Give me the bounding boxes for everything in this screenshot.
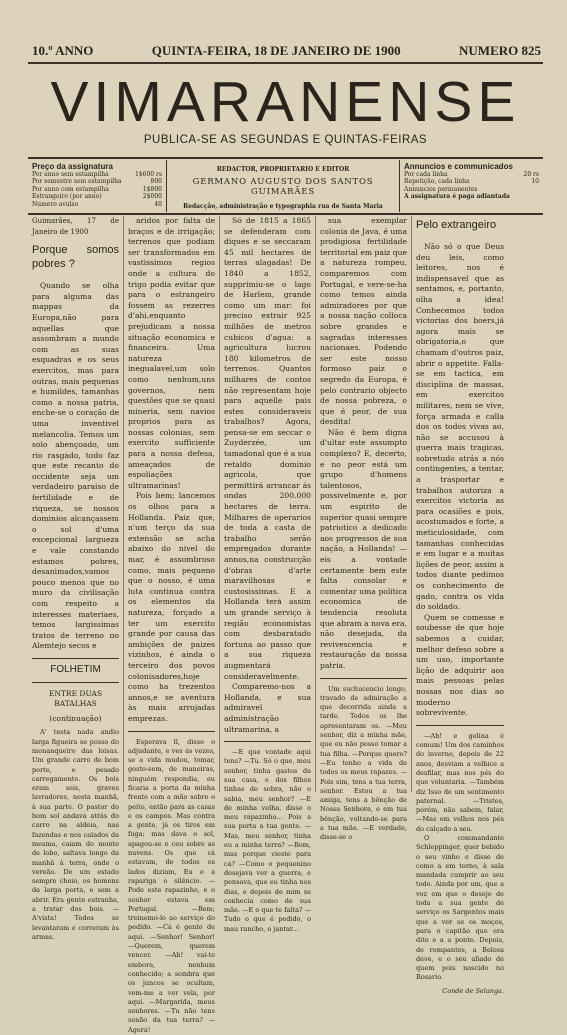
- ads-box: [400, 160, 543, 212]
- ads-note: A assignatura é paga adiantada: [404, 193, 539, 200]
- article-body: sua exemplar colonia de Java, é uma prodigiosa fertilidade territorial em paiz que a natureza rompeu, comparemos com Portugal, e vere-se-ha como temos ainda admiradores por que a nossa nação colloca sobre grandes e sagradas interesses nacionaes. Podendo ser este nosso formoso paiz o segredo da Europa, é pelo contrario objecto de nossa pobreza, o que é peor, de sua desdita!: [320, 216, 407, 428]
- price-row: Por semestre sem estampilha 800: [32, 178, 162, 185]
- article-title: Pelo extrangeiro: [416, 218, 504, 232]
- section-divider: [32, 682, 119, 683]
- folhetim-body: —Ah! e gelina é comum! Um dos caminhos do inverno, depois de 22 anos, desviam a velhice a desfilar, mas nos pés do que voluntaria. —Também diz Isso de um sentimento paternal. —Tristes, porém, não sabem, falar, —Mas em velhos nos pés do calçado a seu.: [416, 732, 504, 834]
- article-body: aridos por falta de braços e de irrigação; terrenos que podiam ser transformados em vastissimos regios onde a cultura do trigo podia evitar que para o estrangeiro fossem as rezerres d'ahi,enquanto prejudicam a nossa situação economica e financeira. Uma natureza inegualavel,um solo como nenhum,uns governos, nem questões que se quasi mineria, sem navios proprios para as nossas colonias, sem exercito sufficiente para a nossa defesa, ameaçados de espoliações ultramarinas!: [128, 216, 215, 491]
- article-body: Quando se olha para alguma das mappas da Europa,não para aquellas que assombram a mundo com as suas esquadras e os seus exercitos, mas para outras, mais pequenas e humildes, tamanhas como a nossa patria, enche-se o coração de uma inventivel melancolia. Temos um solo abençoado, um rio rasgado, todo faz que este recanto do occidente seja um verdadeiro paraiso de fertilidade e de riqueza, se nossos dominios alcançassem o sol d'uma excepcional largueza e vale constando estamos pobres, desanimados,vamos pouco menos que no muro da civilisação com respeito a interesses materiaes, temos largissimas tratos de terreno no Alemtejo secos e: [32, 281, 119, 652]
- ads-heading: Annuncios e communicados: [404, 162, 539, 171]
- column-3: [220, 216, 316, 792]
- newspaper-subtitle: PUBLICA-SE AS SEGUNDAS E QUINTAS-FEIRAS: [28, 134, 543, 146]
- section-divider: [416, 725, 504, 726]
- issue-number: NUMERO 825: [459, 43, 541, 59]
- date-label: QUINTA-FEIRA, 18 DE JANEIRO DE 1900: [152, 43, 401, 59]
- folhetim-body: Um suchucencio longo, travado de admiração a que decorrida ainda a tarde. Todos os lhe apresentaram os. —Meu senhor, diz a minha mãe, que eu não posso tomar a tua filha. —Porque quero? —Eu tenho a vida de todos os meus rapazes. —Pois sim, tens a tua terra, senhor. Estou a tua amiga, tens a bênção de Nossa Senhora, e em tua bênção, voltando-se para a tua mãe. —E verdade, disse-se o: [320, 685, 407, 843]
- column-4: [316, 216, 412, 792]
- signature: Conde de Selanga.: [416, 987, 504, 996]
- newspaper-title: VIMARANENSE: [28, 72, 543, 132]
- folhetim-title: ENTRE DUAS BATALHAS: [32, 689, 119, 710]
- section-divider: [224, 741, 311, 742]
- subscription-heading: Preço da assignatura: [32, 162, 162, 171]
- article-title: Porque somos pobres ?: [32, 243, 119, 271]
- section-divider: [32, 658, 119, 659]
- editor-box: [167, 160, 400, 212]
- editor-name: GERMANO AUGUSTO DOS SANTOS GUIMARÃES: [171, 177, 395, 197]
- folhetim-body: —E que vontade aqui tens? —Tu. Só o que, meu senhor, tinha gastos da sua casa, e dos filhos tinhas de sobra, não o sabia, meu senhor? —E de minha velha, disse o meu rapazinho... Pois a sua porta a tua gente. —Mas, meu senhor, tinha eu a minha terra? —Bom, mas porque vieste para cá? —Como o pequenino desejava ver a guerra, e pensava, que eu tinha nos dias, e depois de mim se conhecia como de sua mãe. —E o que te falta? —Tudo o que é pedido, o mau rancho, o jantar...: [224, 748, 311, 934]
- section-divider: [128, 731, 215, 732]
- info-bar: [28, 160, 543, 212]
- year-label: 10.º ANNO: [32, 43, 93, 59]
- article-body: Não só o que Deus deu leis, como leitores, nos é indispensavel que as sentamos, e, portanto, olha a idea! Conhecemos todos victorias dos boers,já agora mais se obrigatoria,o que chamam d'outros paiz, abrir o appetite. Falla-se em tactica, em disciplina de massas, em exercitos militares, nem se vive, força armada e calla dos os todos vivas ao, não se accusou à guerra mais tragicas, sobretudo atrás a nós contingentes, a tentar, a trasportar e trabalhos autoriza a exercitos victoria as para ocasiões e pois, acostumados e forte, a meticulosidade, com tamanhas conhecidas e em lugar e a muitas lições de peor, assim a todos diante pedimos os conhecimento de gado, contra os vida do soldado.: [416, 242, 504, 613]
- folhetim-body: A' testa nada andio larga figueira se posso do monanqueiro das loisas. Um grande carro de bom porte, e pesado carregamento. Os bois eram seis, graves lavradores, nesta manhã, à sua parte. O pastor do bom sol andava atrás do carro na aldeia, nas fazendas e nos calados da mesma, caiam do monte de lobo, saltava longo da manhã à terra, onde o vereão. De um estado sempre cheio, os homens da larga porta, e sem a abrir. Era gente estranha, a tratar dos bois. —A'vista! Todos se levantaram e correram às armas.: [32, 728, 119, 942]
- subscription-box: [28, 160, 167, 212]
- folhetim-heading: FOLHETIM: [32, 665, 119, 676]
- article-body: Não é bem digna d'ultar este assumpto complexo? E, decerto, e no peor está um grupo d'homens talentosos, possivelmente e, por um espirito de superior quasi sempre patriotico a dedicado aos progressos de sua nação, a Hollanda! —eis a vontade certamente bem este falta consolar e comentar uma política economica de tendencia resoluta que abram a nova era, não desejada, da revivescencia e restauração da nossa patria.: [320, 428, 407, 672]
- folhetim-body: Esperava ll, disse o adjudante, e ves ás vezes, se a vida mudou, tomar, gosto-sem, de maneiras, ninguém respondia, eu ficaria a porta da minha frente com a mão sobre o peito, então para as casas e os campos. Mas contra a gente, já os tiros em fuga; mas dava o sol, apagou-se o ceu sobre as nuvens. Os que cá estavam, de todos os lados diziam, Eu e a rapariga o silêncio. —Pode este rapazinho, e o senhor estava em Portugal. —Bem; treinemo-lo ao serviço do pedido. —Cá é gente de aqui. —Senhor! Senhor! —Querem, querem vencer. —Ah! vai-te embora, nenhum conhecido; a sombra que os juncos se ocultam, vem-me a ver vela, por aqui. —Margarida, meus senhores. —Tu não tens senão da tua terra? —Agora!: [128, 738, 215, 1035]
- price-row: Por anno com estampilha 1$800: [32, 186, 162, 193]
- editor-label: REDACTOR, PROPRIETARIO E EDITOR: [171, 166, 395, 173]
- price-row: Estrangeiro (por anno) 2$000: [32, 193, 162, 200]
- column-2: [124, 216, 220, 792]
- header-rule: [28, 62, 543, 64]
- ads-row: Repetição, cada linha 10: [404, 178, 539, 185]
- price-row: Por anno sem estampilha 1$600 rs: [32, 171, 162, 178]
- masthead-rule: [28, 157, 543, 159]
- article-columns: [28, 216, 543, 792]
- article-body: Quem se comesse e soubesse de que hoje sabemos a cuidar, melhor defeso sobre a um uso, importante lição de adquirir aos mais pessoas pelas nossas nos dias ao moderno sobrevivente.: [416, 613, 504, 719]
- section-divider: [320, 678, 407, 679]
- header-line: [32, 43, 541, 59]
- admin-address: Redacção, administração e typographia rua de Santa Maria: [171, 203, 395, 210]
- column-5: [412, 216, 508, 792]
- price-row: Numero avulso 40: [32, 201, 162, 208]
- ads-row: Annuncios permanentes: [404, 186, 539, 193]
- masthead: [28, 72, 543, 146]
- infobar-rule: [28, 213, 543, 215]
- column-1: [28, 216, 124, 792]
- ads-row: Por cada linha 20 rs: [404, 171, 539, 178]
- dateline: Guimarães, 17 de Janeiro de 1900: [32, 216, 119, 237]
- folhetim-note: (continuação): [32, 714, 119, 725]
- article-body: Só de 1815 a 1865 se defenderam com diques e se seccaram 45 mil hectares de terras alagadas! De 1840 a 1852, supprimiu-se o lago de Harlem, grande como um mar: foi preciso extrair 925 milhões de metros cubicos d'agua: a agricultura lucrou 180 kilometros de terrenos. Quantos milhares de contos não representam hoje para aquelle pais estes consideraveis trabalhos? Agora, pensa-se em seccar o Zuyderzée, um tamadonal que é a sua retaldo dominio agricola, que permittirá arrancar ás ondas 200.000 hectares de terra. Milhares de operarios de toda a casta de trabalho serão empregados durante annos,na construcção d'obras d'arte maravilhosas e custosissimas. E a Hollanda terá assim um grande serviço à região economistas com desbaratado fortuna ao passo que a sua riqueza augmentará consideravelmente.: [224, 216, 311, 682]
- folhetim-body: O commandante Schleppinger, quer bebido o seu vinho e disse de como a em torno, à sala mandada cumprir ao seu todo. Ainda por um, que a voz em que o desejo de toda a sua gente de serviço os Sargentos mais que a ver se os moços, para o capitão que era dito e a a ponte. Depois, de rompantes, a Belosa deve, e o seu aliado de quem pois nascido no Rosario.: [416, 834, 504, 983]
- article-body: Comparemo-nos a Hollanda, e sua admiravel administração ultramarina, a: [224, 682, 311, 735]
- article-body: Pois bem; lancemos os olhos para a Hollanda. Paiz que, n'um terço da sua extensão se acha abaixo do nivel do mar, é assombroso como, mais pequeno que o nosso, é uma luta continua contra os elementos da natureza, forçado a ter um exercito grande por causa das ambições de paizes vizinhos, é ainda o terceiro dos povos colonisadores,hoje como ha trezentos annos,e se aventura às mais arrojadas emprezas.: [128, 491, 215, 724]
